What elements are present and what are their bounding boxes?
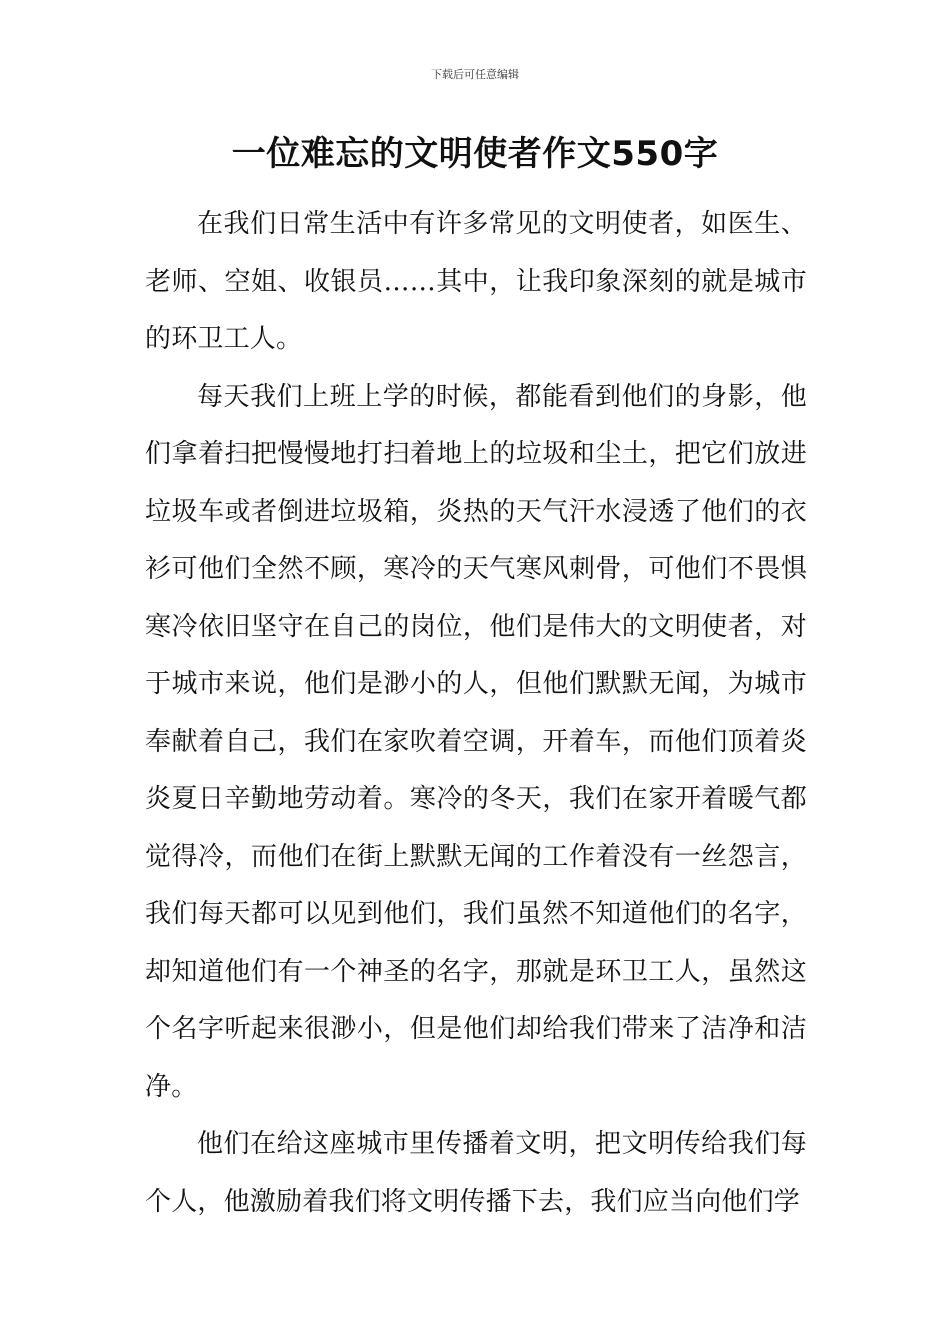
page-header-note: 下载后可任意编辑 — [431, 68, 519, 81]
document-body — [145, 196, 807, 1231]
paragraph-3: 他们在给这座城市里传播着文明，把文明传给我们每个人，他激励着我们将文明传播下去，我们应当向他们学 — [145, 1129, 807, 1217]
paragraph-2: 每天我们上班上学的时候，都能看到他们的身影，他们拿着扫把慢慢地打扫着地上的垃圾和尘土，把它们放进垃圾车或者倒进垃圾箱，炎热的天气汗水浸透了他们的衣衫可他们全然不顾，寒冷的天气寒风刺骨，可他们不畏惧寒冷依旧坚守在自己的岗位，他们是伟大的文明使者，对于城市来说，他们是渺小的人，但他们默默无闻，为城市奉献着自己，我们在家吹着空调，开着车，而他们顶着炎炎夏日辛勤地劳动着。寒冷的冬天，我们在家开着暖气都觉得冷，而他们在街上默默无闻的工作着没有一丝怨言，我们每天都可以见到他们，我们虽然不知道他们的名字，却知道他们有一个神圣的名字，那就是环卫工人，虽然这个名字听起来很渺小，但是他们却给我们带来了洁净和洁净。 — [145, 381, 807, 1102]
document-title: 一位难忘的文明使者作文550字 — [231, 134, 719, 174]
paragraph-1: 在我们日常生活中有许多常见的文明使者，如医生、老师、空姐、收银员……其中，让我印象深刻的就是城市的环卫工人。 — [145, 209, 807, 354]
